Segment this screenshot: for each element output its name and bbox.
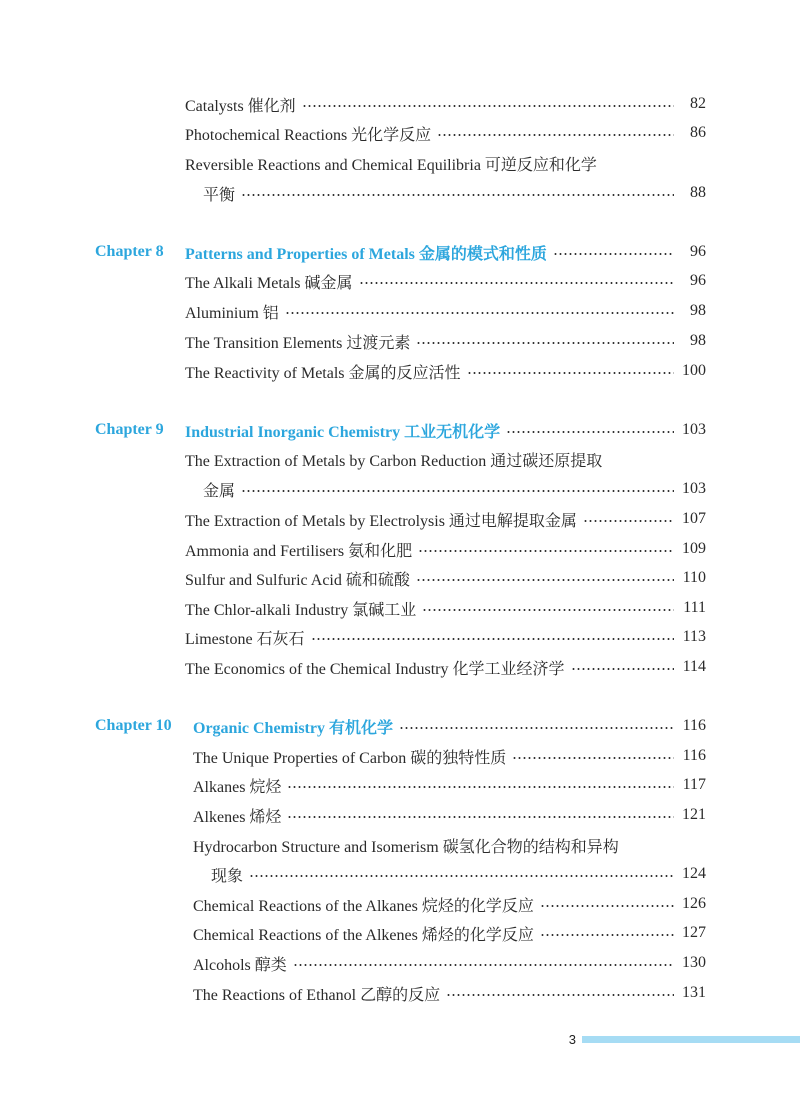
toc-entry [0,622,800,652]
entry-page-number: 126 [682,895,706,912]
entry-title: The Reactions of Ethanol 乙醇的反应 [193,986,441,1004]
entry-page-number: 98 [690,302,706,319]
entry-title: The Chlor-alkali Industry 氯碱工业 [185,601,417,619]
entry-title: The Unique Properties of Carbon 碳的独特性质 [193,749,507,767]
chapter-label: Chapter 9 [95,421,164,438]
dot-leader [467,372,674,374]
entry-title: Chemical Reactions of the Alkanes 烷烃的化学反应 [193,897,534,915]
dot-leader [399,727,674,729]
dot-leader [287,816,674,818]
toc-entry [0,296,800,326]
dot-leader [416,579,674,581]
dot-leader [285,312,674,314]
entry-page-number: 100 [682,362,706,379]
entry-page-number: 96 [690,243,706,260]
toc-entry [0,978,800,1008]
entry-title: Reversible Reactions and Chemical Equilibria 可逆反应和化学 [185,156,597,174]
entry-page-number: 124 [682,865,706,882]
toc-entry [0,148,800,178]
entry-title: Hydrocarbon Structure and Isomerism 碳氢化合物的结构和异构 [193,838,619,856]
entry-page-number: 116 [682,747,706,764]
entry-page-number: 103 [682,480,706,497]
entry-title: 金属 [203,482,236,500]
dot-leader [359,282,674,284]
entry-title: Alkanes 烷烃 [193,778,282,796]
entry-page-number: 109 [682,540,706,557]
entry-page-number: 88 [690,184,706,201]
entry-title: 现象 [211,867,244,885]
entry-page-number: 96 [690,272,706,289]
dot-leader [540,905,674,907]
entry-title: The Transition Elements 过渡元素 [185,334,411,352]
chapter-heading [0,711,800,741]
dot-leader [437,134,674,136]
toc-entry [0,741,800,771]
toc-entry [0,830,800,860]
toc-entry [0,266,800,296]
dot-leader [241,490,674,492]
toc-entry [0,652,800,682]
entry-page-number: 107 [682,510,706,527]
dot-leader [571,668,675,670]
entry-title: Aluminium 铝 [185,304,279,322]
chapter-title: Patterns and Properties of Metals 金属的模式和性质 [185,245,547,263]
entry-page-number: 121 [682,806,706,823]
toc-entry [0,948,800,978]
dot-leader [553,253,674,255]
entry-title: Ammonia and Fertilisers 氨和化肥 [185,542,413,560]
entry-page-number: 130 [682,954,706,971]
entry-page-number: 110 [682,569,706,586]
dot-leader [422,609,674,611]
entry-page-number: 103 [682,421,706,438]
toc-entry [0,800,800,830]
dot-leader [416,342,674,344]
dot-leader [287,786,674,788]
chapter-heading [0,237,800,267]
chapter-label: Chapter 8 [95,243,164,260]
entry-page-number: 86 [690,124,706,141]
dot-leader [540,934,674,936]
dot-leader [506,431,674,433]
toc-entry [0,593,800,623]
entry-title: The Extraction of Metals by Carbon Reduction 通过碳还原提取 [185,452,603,470]
dot-leader [446,994,674,996]
dot-leader [302,105,674,107]
dot-leader [311,638,674,640]
footer-accent-bar [582,1036,800,1043]
entry-page-number: 98 [690,332,706,349]
dot-leader [241,194,674,196]
dot-leader [583,520,674,522]
chapter-label: Chapter 10 [95,717,172,734]
entry-page-number: 82 [690,95,706,112]
chapter-title: Industrial Inorganic Chemistry 工业无机化学 [185,423,501,441]
entry-page-number: 131 [682,984,706,1001]
toc-entry [0,356,800,386]
toc-entry [0,534,800,564]
toc-entry [0,504,800,534]
entry-page-number: 116 [682,717,706,734]
entry-page-number: 117 [682,776,706,793]
entry-page-number: 114 [682,658,706,675]
toc-entry [0,889,800,919]
entry-title: The Alkali Metals 碱金属 [185,274,353,292]
toc-entry [0,118,800,148]
entry-title: Sulfur and Sulfuric Acid 硫和硫酸 [185,571,410,589]
entry-title: Alcohols 醇类 [193,956,287,974]
entry-title: Alkenes 烯烃 [193,808,282,826]
entry-page-number: 111 [683,599,706,616]
toc-entry [0,918,800,948]
page-number: 3 [568,1032,576,1047]
entry-title: 平衡 [203,186,236,204]
entry-title: The Extraction of Metals by Electrolysis 通过电解提取金属 [185,512,577,530]
dot-leader [249,875,674,877]
toc-entry [0,474,800,504]
toc-entry [0,89,800,119]
entry-title: Photochemical Reactions 光化学反应 [185,126,432,144]
dot-leader [293,964,674,966]
toc-entry [0,859,800,889]
chapter-heading [0,415,800,445]
entry-title: The Reactivity of Metals 金属的反应活性 [185,364,461,382]
dot-leader [512,757,674,759]
toc-entry [0,178,800,208]
chapter-title: Organic Chemistry 有机化学 [193,719,393,737]
entry-title: Limestone 石灰石 [185,630,305,648]
toc-entry [0,326,800,356]
toc-entry [0,770,800,800]
dot-leader [418,550,674,552]
entry-page-number: 127 [682,924,706,941]
entry-title: Chemical Reactions of the Alkenes 烯烃的化学反应 [193,926,534,944]
toc-entry [0,563,800,593]
toc-entry [0,444,800,474]
entry-title: The Economics of the Chemical Industry 化学工业经济学 [185,660,565,678]
entry-page-number: 113 [682,628,706,645]
entry-title: Catalysts 催化剂 [185,97,296,115]
